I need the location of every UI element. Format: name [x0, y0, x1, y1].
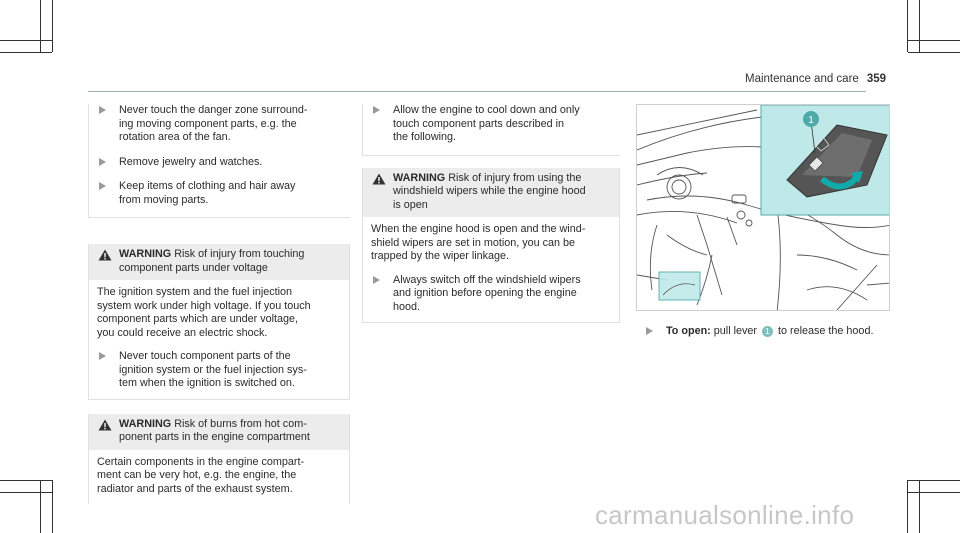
warning-triangle-icon [372, 173, 386, 185]
hood-release-illustration [636, 104, 890, 311]
warning-label: WARNING [119, 248, 172, 260]
bullet-list [362, 104, 620, 156]
crop-mark [40, 480, 41, 533]
caption-label: To open: [666, 325, 711, 337]
watermark: carmanualsonline.info [595, 500, 855, 530]
list-item: Remove jewelry and watches. [89, 156, 350, 170]
warning-label: WARNING [393, 171, 446, 184]
crop-mark [908, 480, 960, 481]
crop-mark [907, 0, 908, 52]
crop-mark [908, 40, 960, 41]
warning-box [88, 414, 350, 505]
crop-mark [0, 52, 52, 53]
warning-triangle-icon [98, 419, 112, 431]
warning-header: WARNING Risk of injury from using the windshield wipers while the engine hood is open [363, 168, 619, 218]
section-title: Maintenance and care [745, 73, 859, 85]
arrow-icon [646, 327, 653, 335]
warning-label: WARNING [119, 417, 172, 430]
warning-body: When the engine hood is open and the wind- shield wipers are set in motion, you can be trapped by the wiper linkage. Always switch off the windshield wipers and ignition before opening the engine hood. [363, 217, 619, 322]
page-number: 359 [866, 73, 886, 85]
arrow-icon [373, 106, 380, 114]
figure-caption: To open: pull lever 1 to release the hood. [636, 325, 873, 337]
warning-header: WARNING Risk of injury from touching component parts under voltage [89, 244, 349, 280]
list-item: Allow the engine to cool down and only touch component parts described in the following. [363, 104, 620, 145]
dashboard-drawing [637, 105, 890, 311]
list-item: Never touch component parts of the ignition system or the fuel injection sys- tem when the ignition is switched on. [97, 350, 341, 391]
arrow-icon [99, 106, 106, 114]
arrow-icon [99, 352, 106, 360]
crop-mark [907, 480, 908, 533]
header-divider [88, 91, 866, 92]
crop-mark [908, 492, 960, 493]
bullet-list [88, 104, 350, 218]
arrow-icon [373, 276, 380, 284]
crop-mark [919, 0, 920, 52]
warning-header: WARNING Risk of burns from hot com- ponent parts in the engine compartment [89, 414, 349, 450]
crop-mark [40, 0, 41, 52]
callout-number: 1 [808, 115, 814, 126]
list-item: Always switch off the windshield wipers and ignition before opening the engine hood. [371, 274, 611, 315]
callout-badge: 1 [762, 326, 773, 337]
left-column [88, 104, 350, 504]
crop-mark [0, 480, 52, 481]
page-header [745, 73, 886, 85]
crop-mark [52, 0, 53, 52]
arrow-icon [99, 182, 106, 190]
crop-mark [908, 52, 960, 53]
warning-body: Certain components in the engine compart- ment can be very hot, e.g. the engine, the radiator and parts of the exhaust system. [97, 455, 305, 495]
warning-body: The ignition system and the fuel injection system work under high voltage. If you touch component parts which are under voltage, you could receive an electric shock. Never touch component parts of the ignition system or the fuel injection sys- tem when the ignition is switched on. [89, 280, 349, 399]
list-item: Keep items of clothing and hair away from moving parts. [89, 180, 350, 207]
crop-mark [52, 480, 53, 533]
crop-mark [919, 480, 920, 533]
warning-box [362, 168, 620, 324]
middle-column [362, 104, 620, 323]
crop-mark [0, 492, 52, 493]
list-item: Never touch the danger zone surround- ing moving component parts, e.g. the rotation area of the fan. [89, 104, 350, 145]
arrow-icon [99, 158, 106, 166]
warning-box [88, 244, 350, 400]
warning-triangle-icon [98, 249, 112, 261]
crop-mark [0, 40, 52, 41]
